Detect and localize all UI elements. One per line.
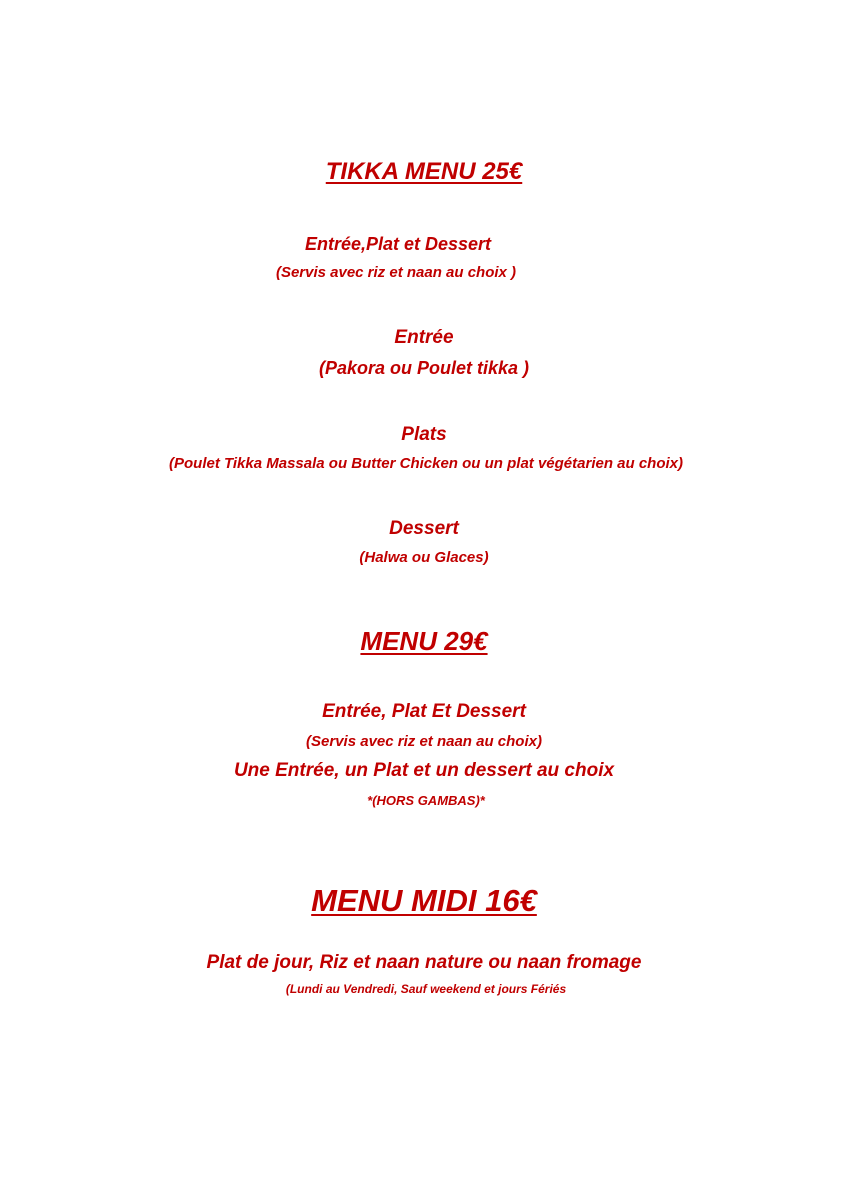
menu29-choice: Une Entrée, un Plat et un dessert au choix (233, 760, 615, 781)
tikka-plats-options: (Poulet Tikka Massala ou Butter Chicken ou un plat végétarien au choix) (168, 455, 684, 472)
menu29-formula-note: (Servis avec riz et naan au choix) (306, 733, 542, 750)
tikka-formula-note: (Servis avec riz et naan au choix ) (275, 264, 517, 281)
menu-midi-title: MENU MIDI 16€ (311, 883, 537, 918)
tikka-menu-title: TIKKA MENU 25€ (325, 158, 523, 185)
menu-midi-availability: (Lundi au Vendredi, Sauf weekend et jours Fériés (285, 982, 567, 996)
tikka-formula: Entrée,Plat et Dessert (304, 234, 492, 254)
menu29-formula: Entrée, Plat Et Dessert (322, 701, 526, 722)
menu29-exclusion: *(HORS GAMBAS)* (367, 793, 485, 808)
menu-midi-formula: Plat de jour, Riz et naan nature ou naan fromage (206, 952, 642, 973)
tikka-entree-options: (Pakora ou Poulet tikka ) (318, 358, 530, 378)
tikka-entree-heading: Entrée (394, 327, 454, 348)
tikka-plats-heading: Plats (401, 424, 447, 445)
menu29-title: MENU 29€ (360, 626, 488, 656)
tikka-dessert-options: (Halwa ou Glaces) (359, 549, 489, 566)
tikka-dessert-heading: Dessert (389, 518, 459, 539)
